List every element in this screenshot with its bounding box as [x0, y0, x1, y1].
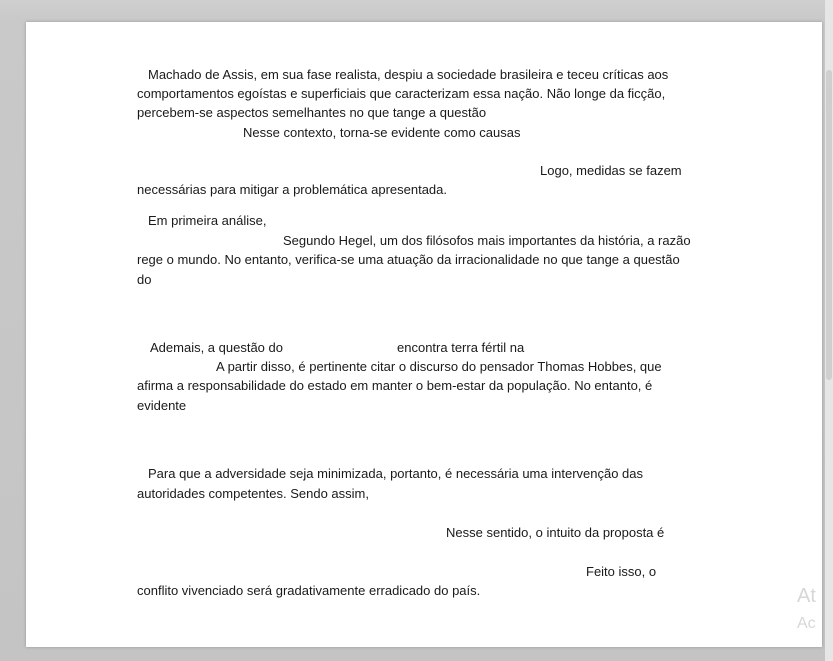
p1-line-4: Nesse contexto, torna-se evidente como causas — [243, 125, 521, 140]
p3-line-1a: Ademais, a questão do — [150, 340, 283, 355]
p3-line-3: afirma a responsabilidade do estado em manter o bem-estar da população. No entanto, é — [137, 378, 653, 393]
p3-line-2: A partir disso, é pertinente citar o discurso do pensador Thomas Hobbes, que — [216, 359, 662, 374]
document-page — [26, 22, 822, 647]
activation-watermark-line-1: At — [797, 585, 816, 607]
p1-line-5: Logo, medidas se fazem — [540, 163, 682, 178]
p2-line-3: rege o mundo. No entanto, verifica-se uma atuação da irracionalidade no que tange a questão — [137, 252, 680, 267]
p1-line-1: Machado de Assis, em sua fase realista, despiu a sociedade brasileira e teceu críticas aos — [148, 67, 669, 82]
p3-line-4: evidente — [137, 398, 187, 413]
p2-line-2: Segundo Hegel, um dos filósofos mais importantes da história, a razão — [283, 233, 691, 248]
scrollbar-thumb[interactable] — [826, 70, 832, 380]
p1-line-2: comportamentos egoístas e superficiais que caracterizam essa nação. Não longe da ficção, — [137, 86, 666, 101]
activation-watermark-line-2: Ac — [797, 615, 816, 632]
p1-line-3: percebem-se aspectos semelhantes no que tange a questão — [137, 105, 487, 120]
p2-line-4: do — [137, 272, 152, 287]
p4-line-5: conflito vivenciado será gradativamente erradicado do país. — [137, 583, 481, 598]
p4-line-1: Para que a adversidade seja minimizada, portanto, é necessária uma intervenção das — [148, 466, 644, 481]
vertical-scrollbar[interactable] — [825, 0, 833, 661]
p2-line-1: Em primeira análise, — [148, 213, 267, 228]
p1-line-6: necessárias para mitigar a problemática apresentada. — [137, 182, 448, 197]
p4-line-3: Nesse sentido, o intuito da proposta é — [446, 525, 665, 540]
p3-line-1b: encontra terra fértil na — [397, 340, 525, 355]
p4-line-4: Feito isso, o — [586, 564, 657, 579]
p4-line-2: autoridades competentes. Sendo assim, — [137, 486, 369, 501]
